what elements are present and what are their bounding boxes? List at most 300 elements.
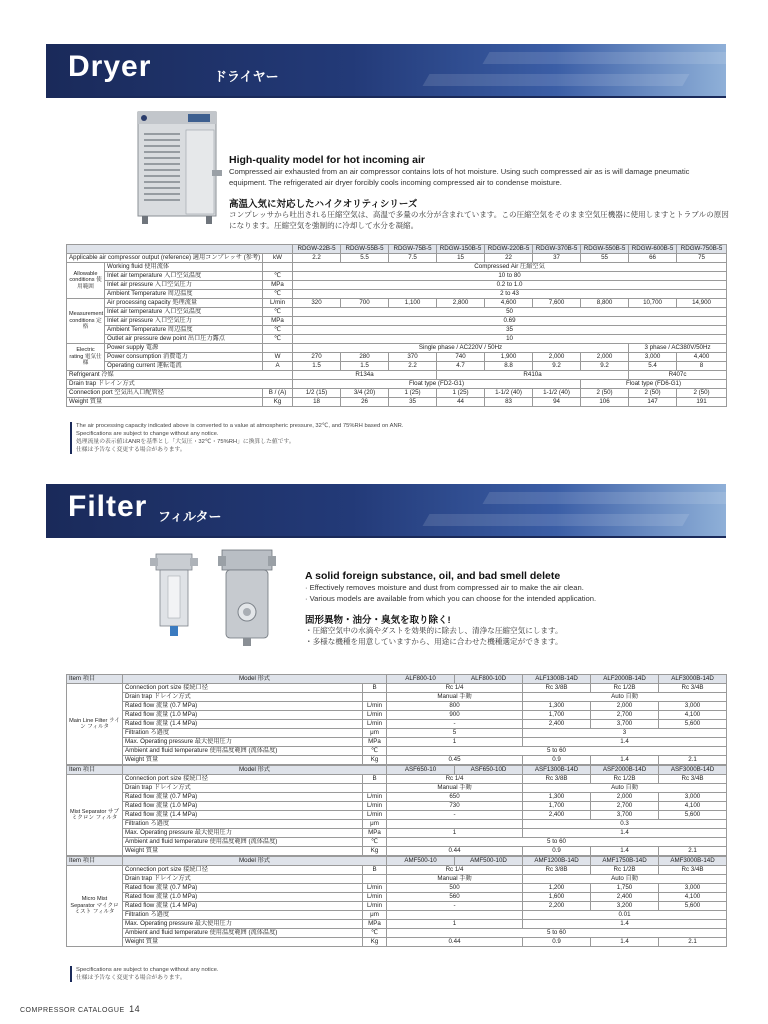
dryer-product-image	[128, 108, 224, 228]
filter-drain-row	[67, 784, 727, 793]
note-line: 仕様は予告なく変更する場合があります。	[76, 975, 186, 981]
cell: 1-1/2 (40)	[485, 389, 533, 398]
dryer-model: RDGW-220B-5	[485, 245, 533, 254]
row-label: Rated flow 流量 (0.7 MPa)	[123, 702, 363, 711]
row-label: Weight 質量	[123, 938, 363, 947]
row-unit: L/min	[363, 793, 387, 802]
row-label: Ambient and fluid temperature 使用温度範囲 (流体温度)	[123, 929, 363, 938]
cell: 83	[485, 398, 533, 407]
cell: 1	[387, 738, 523, 747]
cell: 7.5	[389, 254, 437, 263]
dryer-description: Compressed air exhausted from an air compressor contains lots of hot moisture. Using such compressed air as is will damage pneumatic equipment. The refrigerated air dryer forcibly cools incoming compressed air to condense moisture.	[229, 167, 690, 187]
filter-model: ALF1300B-14D	[523, 675, 591, 684]
row-label: Rated flow 流量 (1.0 MPa)	[123, 893, 363, 902]
row-unit: B	[363, 775, 387, 784]
dryer-ambient-row	[67, 290, 727, 299]
row-label: Inlet air temperature 入口空気温度	[105, 308, 263, 317]
dryer-model: RDGW-22B-5	[293, 245, 341, 254]
filter-model-row	[67, 675, 727, 684]
cell: 1.5	[293, 362, 341, 371]
filter-model: ASF2000B-14D	[591, 766, 659, 775]
cell: Rc 3/4B	[659, 866, 727, 875]
cell: 1,300	[523, 793, 591, 802]
cell: 1.4	[523, 920, 727, 929]
filter-max-pressure-row	[67, 738, 727, 747]
dryer-operating-current-row	[67, 362, 727, 371]
filter-model: AMF1750B-14D	[591, 857, 659, 866]
cell: 66	[629, 254, 677, 263]
filter-notes	[70, 966, 470, 982]
row-unit	[263, 344, 293, 353]
filter-filtration-row	[67, 820, 727, 829]
cell: 0.9	[523, 847, 591, 856]
cell	[387, 911, 523, 920]
cell: 2 (50)	[581, 389, 629, 398]
cell: Rc 1/2B	[591, 775, 659, 784]
dryer-model: RDGW-550B-5	[581, 245, 629, 254]
cell: 2 (50)	[677, 389, 727, 398]
row-unit: L/min	[363, 720, 387, 729]
cell: Rc 1/4	[387, 775, 523, 784]
row-unit: L/min	[363, 884, 387, 893]
filter-bullet-jp: ・多様な機種を用意していますから、用途に合わせた機種選定ができます。	[305, 637, 563, 646]
cell: 3 phase / AC380V/50Hz	[629, 344, 727, 353]
dryer-model: RDGW-370B-5	[533, 245, 581, 254]
cell: 2 (50)	[629, 389, 677, 398]
cell: 2.2	[293, 254, 341, 263]
cell: -	[387, 811, 523, 820]
cell: 0.45	[387, 756, 523, 765]
cell: 1.4	[523, 829, 727, 838]
item-label: Item 項目	[67, 675, 123, 684]
cell: 1/2 (15)	[293, 389, 341, 398]
cell: Rc 1/2B	[591, 866, 659, 875]
filter-heading: A solid foreign substance, oil, and bad smell delete	[305, 570, 561, 582]
row-label: Rated flow 流量 (1.0 MPa)	[123, 711, 363, 720]
cell: 1-1/2 (40)	[533, 389, 581, 398]
cell: 2,700	[591, 711, 659, 720]
cell: Float type (FD2-G1)	[293, 380, 581, 389]
cell: Auto 自動	[523, 875, 727, 884]
cell: 8.8	[485, 362, 533, 371]
dryer-drain-trap-row	[67, 380, 727, 389]
filter-flow07-row	[67, 793, 727, 802]
cell: 5,600	[659, 811, 727, 820]
row-unit: Kg	[363, 756, 387, 765]
cell: 191	[677, 398, 727, 407]
dryer-model-row	[67, 245, 727, 254]
cell	[387, 820, 523, 829]
cell: -	[387, 720, 523, 729]
row-unit: ℃	[363, 838, 387, 847]
cell: 1,700	[523, 711, 591, 720]
cell: 1.4	[591, 756, 659, 765]
cell: 9.2	[581, 362, 629, 371]
dryer-capacity-row	[67, 299, 727, 308]
cell: Rc 3/8B	[523, 684, 591, 693]
row-label: Inlet air temperature 入口空気温度	[105, 272, 263, 281]
cell: 2.1	[659, 938, 727, 947]
filter-ambient-row	[67, 747, 727, 756]
dryer-title: Dryer	[68, 50, 152, 83]
row-label: Rated flow 流量 (0.7 MPa)	[123, 884, 363, 893]
cell: 4,400	[677, 353, 727, 362]
cell: 106	[581, 398, 629, 407]
item-label: Item 項目	[67, 857, 123, 866]
filter-bullets	[305, 582, 725, 604]
dryer-banner	[46, 44, 726, 96]
filter-flow10-row	[67, 893, 727, 902]
cell: Compressed Air 圧縮空気	[293, 263, 727, 272]
row-unit	[363, 784, 387, 793]
filter-drain-row	[67, 693, 727, 702]
cell: 2 to 43	[293, 290, 727, 299]
row-label: Drain trap ドレイン方式	[123, 693, 363, 702]
row-label: Weight 質量	[67, 398, 263, 407]
row-label: Power consumption 消費電力	[105, 353, 263, 362]
dryer-model: RDGW-600B-5	[629, 245, 677, 254]
dryer-applicable-row	[67, 254, 727, 263]
group-label: Allowable conditions 使用範囲	[67, 263, 105, 299]
row-unit: L/min	[363, 702, 387, 711]
row-label: Filtration ろ過度	[123, 820, 363, 829]
cell: 15	[437, 254, 485, 263]
page-number: 14	[129, 1004, 141, 1014]
cell: 2,400	[523, 811, 591, 820]
cell: 900	[387, 711, 523, 720]
cell: 2,400	[591, 893, 659, 902]
cell: 0.2 to 1.0	[293, 281, 727, 290]
cell: 280	[341, 353, 389, 362]
cell: 2,000	[591, 702, 659, 711]
cell: R410a	[437, 371, 629, 380]
filter-filtration-row	[67, 729, 727, 738]
filter-connection-row	[67, 775, 727, 784]
row-label: Filtration ろ過度	[123, 729, 363, 738]
row-unit: μm	[363, 729, 387, 738]
dryer-banner-underline	[46, 96, 726, 98]
cell: 700	[341, 299, 389, 308]
row-label: Rated flow 流量 (1.4 MPa)	[123, 720, 363, 729]
cell: 270	[293, 353, 341, 362]
dryer-model: RDGW-75B-5	[389, 245, 437, 254]
row-unit: B	[363, 684, 387, 693]
row-unit: Kg	[263, 398, 293, 407]
filter-model: ASF650-10D	[455, 766, 523, 775]
cell: Manual 手動	[387, 875, 523, 884]
filter-spec-tables	[66, 674, 726, 947]
cell: Rc 3/4B	[659, 775, 727, 784]
cell: Float type (FD6-G1)	[581, 380, 727, 389]
row-unit: Kg	[363, 847, 387, 856]
row-label: Rated flow 流量 (1.4 MPa)	[123, 902, 363, 911]
dryer-m-ambient-row	[67, 326, 727, 335]
cell: 18	[293, 398, 341, 407]
cell: 1,600	[523, 893, 591, 902]
cell: 4,100	[659, 711, 727, 720]
row-unit: Kg	[363, 938, 387, 947]
row-unit: L/min	[363, 802, 387, 811]
row-label: Weight 質量	[123, 756, 363, 765]
row-label: Operating current 運転電流	[105, 362, 263, 371]
cell: 0.44	[387, 847, 523, 856]
filter-group-name: Main Line Filter ライン フィルタ	[67, 684, 123, 765]
cell: 5 to 60	[387, 747, 727, 756]
cell: Auto 自動	[523, 784, 727, 793]
row-unit: ℃	[263, 335, 293, 344]
dryer-dew-point-row	[67, 335, 727, 344]
cell: 5,600	[659, 720, 727, 729]
row-label: Working fluid 使用流体	[105, 263, 263, 272]
cell: 14,900	[677, 299, 727, 308]
cell: 2,400	[523, 720, 591, 729]
cell: 3,000	[629, 353, 677, 362]
filter-flow10-row	[67, 802, 727, 811]
cell: 3	[523, 729, 727, 738]
dryer-m-inlet-temp-row	[67, 308, 727, 317]
filter-group-name: Mist Separator サブミクロン フィルタ	[67, 775, 123, 856]
cell: Rc 3/4B	[659, 684, 727, 693]
row-label: Applicable air compressor output (reference) 適用コンプレッサ (参考)	[67, 254, 263, 263]
cell: 1,750	[591, 884, 659, 893]
row-label: Power supply 電源	[105, 344, 263, 353]
cell: 370	[389, 353, 437, 362]
row-label: Filtration ろ過度	[123, 911, 363, 920]
cell: Manual 手動	[387, 693, 523, 702]
group-label: Electric rating 電気仕様	[67, 344, 105, 371]
row-label: Rated flow 流量 (1.4 MPa)	[123, 811, 363, 820]
filter-bullet-jp: ・圧縮空気中の水滴やダストを効果的に除去し、清浄な圧縮空気にします。	[305, 626, 563, 635]
cell: Rc 1/4	[387, 866, 523, 875]
note-line: 処理流量の表示値はANRを基準とし「大気圧・32℃・75%RH」に換算した値です。	[76, 439, 295, 445]
cell: 4.7	[437, 362, 485, 371]
row-label: Outlet air pressure dew point 出口圧力露点	[105, 335, 263, 344]
cell: 650	[387, 793, 523, 802]
cell: 2,800	[437, 299, 485, 308]
cell: Rc 1/2B	[591, 684, 659, 693]
filter-flow14-row	[67, 720, 727, 729]
cell: Single phase / AC220V / 50Hz	[293, 344, 629, 353]
dryer-title-jp: ドライヤー	[214, 69, 279, 84]
filter-flow07-row	[67, 884, 727, 893]
cell: 0.9	[523, 938, 591, 947]
row-unit: B	[363, 866, 387, 875]
cell: 0.9	[523, 756, 591, 765]
row-unit: ℃	[263, 290, 293, 299]
dryer-description-jp: コンプレッサから吐出される圧縮空気は、高温で多量の水分が含まれています。この圧縮空気をそのまま空気圧機器に使用しますとトラブルの原因になります。圧縮空気を強制的に冷却して水分を凝縮。	[229, 210, 729, 230]
row-unit: MPa	[363, 829, 387, 838]
cell: 3,700	[591, 720, 659, 729]
cell: 1.5	[341, 362, 389, 371]
cell: 2.2	[389, 362, 437, 371]
cell: Rc 3/8B	[523, 866, 591, 875]
filter-model: ALF3000B-14D	[659, 675, 727, 684]
filter-max-pressure-row	[67, 920, 727, 929]
dryer-model: RDGW-750B-5	[677, 245, 727, 254]
cell: 0.3	[523, 820, 727, 829]
row-unit: L/min	[363, 711, 387, 720]
filter-weight-row	[67, 938, 727, 947]
dryer-weight-row	[67, 398, 727, 407]
row-unit: ℃	[363, 747, 387, 756]
cell: 147	[629, 398, 677, 407]
cell: 320	[293, 299, 341, 308]
filter-weight-row	[67, 847, 727, 856]
dryer-model: RDGW-150B-5	[437, 245, 485, 254]
cell: 9.2	[533, 362, 581, 371]
row-unit	[363, 693, 387, 702]
row-label: Connection port size 接続口径	[123, 684, 363, 693]
cell: -	[387, 902, 523, 911]
filter-flow10-row	[67, 711, 727, 720]
cell: 3/4 (20)	[341, 389, 389, 398]
cell: 1,700	[523, 802, 591, 811]
cell: 740	[437, 353, 485, 362]
cell: 5 to 60	[387, 929, 727, 938]
filter-connection-row	[67, 866, 727, 875]
row-unit	[363, 875, 387, 884]
cell: 1,900	[485, 353, 533, 362]
row-label: Max. Operating pressure 最大使用圧力	[123, 829, 363, 838]
cell: 37	[533, 254, 581, 263]
cell: 4,100	[659, 893, 727, 902]
cell: 10,700	[629, 299, 677, 308]
row-unit: MPa	[363, 738, 387, 747]
cell: 1.4	[523, 738, 727, 747]
row-label: Max. Operating pressure 最大使用圧力	[123, 738, 363, 747]
cell: R134a	[293, 371, 437, 380]
dryer-inlet-temp-row	[67, 272, 727, 281]
cell: 3,000	[659, 793, 727, 802]
filter-filtration-row	[67, 911, 727, 920]
filter-max-pressure-row	[67, 829, 727, 838]
cell: 8	[677, 362, 727, 371]
cell: 1 (25)	[437, 389, 485, 398]
row-unit: MPa	[363, 920, 387, 929]
filter-model: ASF650-10	[387, 766, 455, 775]
row-label: Connection port size 接続口径	[123, 775, 363, 784]
filter-drain-row	[67, 875, 727, 884]
cell: 2.1	[659, 756, 727, 765]
filter-model-row	[67, 766, 727, 775]
filter-banner	[46, 484, 726, 536]
filter-model: AMF3000B-14D	[659, 857, 727, 866]
model-label: Model 形式	[123, 857, 387, 866]
row-label: Inlet air pressure 入口空気圧力	[105, 281, 263, 290]
row-label: Max. Operating pressure 最大使用圧力	[123, 920, 363, 929]
cell: 26	[341, 398, 389, 407]
dryer-model: RDGW-55B-5	[341, 245, 389, 254]
dryer-working-fluid-row	[67, 263, 727, 272]
cell: R407c	[629, 371, 727, 380]
filter-model: ALF800-10	[387, 675, 455, 684]
filter-product-image	[148, 548, 278, 660]
cell: Auto 自動	[523, 693, 727, 702]
dryer-m-inlet-press-row	[67, 317, 727, 326]
row-unit: ℃	[263, 272, 293, 281]
filter-model: ALF2000B-14D	[591, 675, 659, 684]
filter-model: AMF500-10D	[455, 857, 523, 866]
row-unit: μm	[363, 911, 387, 920]
filter-model-row	[67, 857, 727, 866]
row-unit: ℃	[263, 326, 293, 335]
filter-heading-jp: 固形異物・油分・臭気を取り除く!	[305, 615, 451, 626]
cell: Manual 手動	[387, 784, 523, 793]
cell: 2.1	[659, 847, 727, 856]
cell: 1,300	[523, 702, 591, 711]
row-unit: μm	[363, 820, 387, 829]
cell: Rc 3/8B	[523, 775, 591, 784]
row-label: Connection port 空気出入口配管径	[67, 389, 263, 398]
filter-title-jp: フィルター	[158, 509, 222, 524]
filter-banner-underline	[46, 536, 726, 538]
note-line: The air processing capacity indicated above is converted to a value at atmospheric pressure, 32℃, and 75%RH based on ANR.	[76, 423, 404, 429]
cell: 2,700	[591, 802, 659, 811]
footer-label: COMPRESSOR CATALOGUE	[20, 1007, 125, 1014]
cell: 1,200	[523, 884, 591, 893]
filter-weight-row	[67, 756, 727, 765]
note-line: Specifications are subject to change without any notice.	[76, 967, 219, 973]
filter-model: AMF1200B-14D	[523, 857, 591, 866]
cell: 5	[387, 729, 523, 738]
cell: 44	[437, 398, 485, 407]
row-label: Inlet air pressure 入口空気圧力	[105, 317, 263, 326]
cell: 10	[293, 335, 727, 344]
row-unit: L/min	[363, 902, 387, 911]
filter-connection-row	[67, 684, 727, 693]
row-label: Ambient and fluid temperature 使用温度範囲 (流体温度)	[123, 838, 363, 847]
page-footer	[20, 1004, 140, 1014]
row-label: Refrigerant 冷媒	[67, 371, 293, 380]
filter-title: Filter	[68, 490, 148, 523]
filter-model: ASF1300B-14D	[523, 766, 591, 775]
cell: 1 (25)	[389, 389, 437, 398]
filter-model: ASF3000B-14D	[659, 766, 727, 775]
dryer-inlet-press-row	[67, 281, 727, 290]
cell: 800	[387, 702, 523, 711]
row-label: Drain trap ドレイン方式	[123, 784, 363, 793]
cell: 5 to 60	[387, 838, 727, 847]
row-unit: kW	[263, 254, 293, 263]
dryer-heading: High-quality model for hot incoming air	[229, 154, 425, 166]
cell: 500	[387, 884, 523, 893]
cell: 0.44	[387, 938, 523, 947]
cell: 1	[387, 920, 523, 929]
row-label: Drain trap ドレイン方式	[67, 380, 293, 389]
row-unit: MPa	[263, 317, 293, 326]
cell: 730	[387, 802, 523, 811]
filter-spec-table	[66, 765, 727, 856]
filter-bullet: · Effectively removes moisture and dust from compressed air to make the air clean.	[305, 583, 584, 592]
filter-flow14-row	[67, 811, 727, 820]
filter-model: ALF800-10D	[455, 675, 523, 684]
row-unit: L/min	[363, 811, 387, 820]
row-unit	[263, 263, 293, 272]
cell: 94	[533, 398, 581, 407]
row-label: Rated flow 流量 (1.0 MPa)	[123, 802, 363, 811]
cell: 3,000	[659, 884, 727, 893]
cell: 1.4	[591, 938, 659, 947]
dryer-spec-table	[66, 244, 727, 407]
dryer-refrigerant-row	[67, 371, 727, 380]
cell: 1	[387, 829, 523, 838]
row-unit: W	[263, 353, 293, 362]
cell: 8,800	[581, 299, 629, 308]
model-label: Model 形式	[123, 675, 387, 684]
model-label: Model 形式	[123, 766, 387, 775]
row-unit: MPa	[263, 281, 293, 290]
row-unit: B / (A)	[263, 389, 293, 398]
